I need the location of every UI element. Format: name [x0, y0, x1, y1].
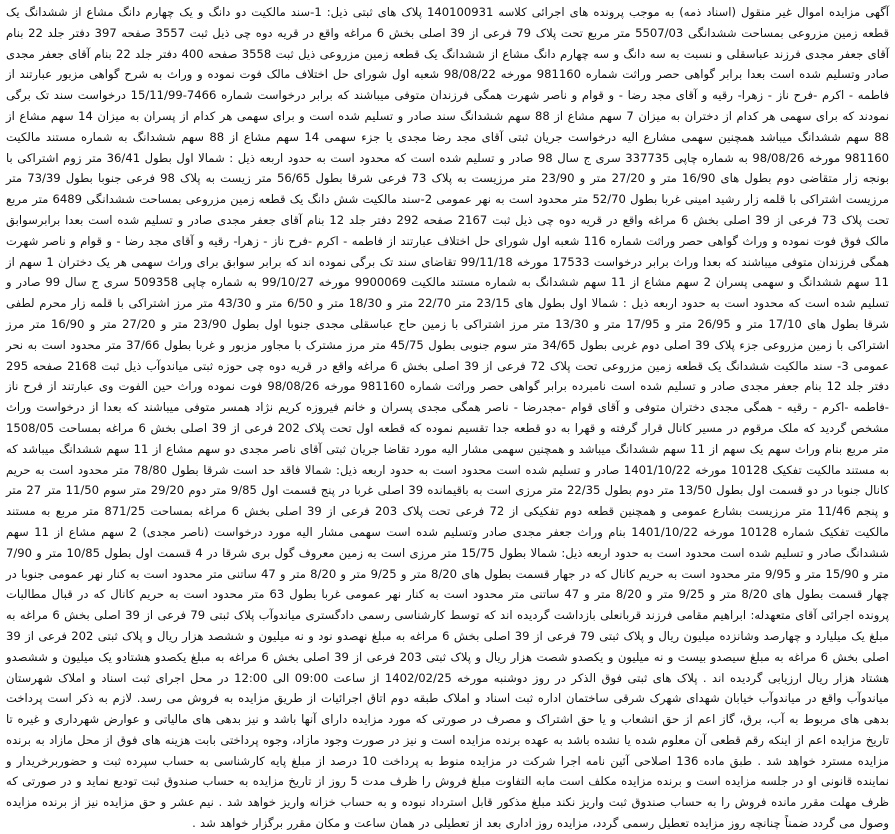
- auction-notice-text: آگهی مزایده اموال غیر منقول (اسناد ذمه) به موجب پرونده های اجرائی کلاسه 140100931 پلاک های ثبتی ذیل: 1-سند مالکیت دو دانگ و یک چهارم دانگ مشاع از ششدانگ یک قطعه زمین مزروعی بمساحت ششدانگی 5507/03 متر مربع تحت پلاک 79 فرعی از 39 اصلی بخش 6 مراغه واقع در قریه دوه چی ذیل ثبت 3557 صفحه 397 دفتر جلد 22 بنام آقای جعفر مجدی فرزند عباسقلی و نسبت به سه دانگ و سه چهارم دانگ مشاع از ششدانگ یک قطعه زمین مزروعی ذیل ثبت 3558 صفحه 400 دفتر جلد 22 بنام آقای جعفر مجدی صادر وتسلیم شده است بعدا برابر گواهی حصر وراثت شماره 981160 مورخه 98/08/22 شعبه اول شورای حل اختلاف مالک فوت نموده و وراث به شرح گواهی مزبور عبارتند از فاطمه - اکرم -فرح ناز - زهرا- رقیه و آقای مجد رضا - و قوام و ناصر شهرت همگی فرزندان متوفی میباشند که برابر درخواست شماره 7466-15/11/99 درخواست سند تک برگی نمودند که برای سهمی هر کدام از دختران به میزان 7 سهم مشاع از 88 سهم ششدانگ سند صادر و تسلیم شده است و برای سهمی هر کدام از پسران به میزان 14 سهم مشاع از 88 سهم ششدانگ میباشد همچنین سهمی مشارع الیه درخواست جریان ثبتی آقای مجد رضا مجدی یا جزء سهمی 14 سهم مشاع از 88 سهم ششدانگ به شماره مستند مالکیت 981160 مورخه 98/08/26 به شماره چاپی 337735 سری ج سال 98 صادر و تسلیم شده است که محدود است به حدود اربعه ذیل : شمالا اول بطول 36/41 متر زوم اشتراکی با بونجه زار متقاضی دوم بطول های 16/90 متر و 27/20 متر و 23/90 متر مرزیست به پلاک 73 فرعی شرقا بطول 56/65 متر زیست به پلاک 98 فرعی جنوبا بطول 73/39 متر مرزیست اشتراکی با قلمه زار رشید امینی غربا بطول 52/70 متر محدود است به نهر عمومی 2-سند مالکیت شش دانگ یک قطعه زمین مزروعی بمساحت ششدانگی 6489 متر مربع تحت پلاک 73 فرعی از 39 اصلی بخش 6 مراغه واقع در قریه دوه چی ذیل ثبت 2167 صفحه 292 دفتر جلد 12 بنام آقای جعفر مجدی صادر و تسلیم شده است بعدا برابرسوابق مالک فوق فوت نموده و وراث گواهی حصر وراثت شماره 116 شعبه اول شورای حل اختلاف عبارتند از فاطمه - اکرم -فرح ناز - زهرا- رقیه و آقای مجد رضا - و قوام و ناصر شهرت همگی فرزندان متوفی میباشند که بعدا وراث برابر درخواست 17533 مورخه 99/11/18 تقاضای سند تک برگی نموده اند که برابر سوابق برای وراث سهمی هر یک دختران 1 سهم از 11 سهم ششدانگ و سهمی پسران 2 سهم مشاع از 11 سهم ششدانگ به شماره مستند مالکیت 9900069 مورخه 99/10/27 به شماره چاپی 509358 سری ج سال 99 صادر و تسلیم شده است که محدود است به حدود اربعه ذیل : شمالا اول بطول های 23/15 متر 22/70 متر و 18/30 متر و 6/50 متر و 43/30 متر مرز اشتراکی با قلمه زار محرم لطفی شرقا بطول های 17/10 متر و 26/95 متر و 17/95 متر و 13/30 متر مرز اشتراکی با زمین حاج عباسقلی مجدی جنوبا اول بطول 23/90 متر و 27/20 متر و 16/90 متر مرز اشتراکی با زمین مزروعی جزء پلاک 39 اصلی دوم غربی بطول 34/65 متر سوم جنوبی بطول 45/75 متر مرز مشترک با مجاور مزبور و غربا بطول 37/66 متر محدود است به نحر عمومی 3- سند مالکیت ششدانگ یک قطعه زمین مزروعی تحت پلاک 72 فرعی از 39 اصلی بخش 6 مراغه واقع در قریه دوه چی حوزه ثبتی میاندوآب ذیل ثبت 2168 صفحه 295 دفتر جلد 12 بنام جعفر مجدی صادر و تسلیم شده است نامبرده برابر گواهی حصر وراثت شماره 981160 مورخه 98/08/26 فوت نموده وراث حین الفوت وی عبارتند از فرح ناز -فاطمه -اکرم - رقیه - همگی مجدی دختران متوفی و آقای قوام -مجدرضا - ناصر همگی مجدی پسران و خانم فیروزه کریم نژاد همسر متوفی میباشند که بعدا از درخواست وراث مشخص گردید که ملک مرقوم در مسیر کانال قرار گرفته و قهرا به دو قطعه جدا تقسیم نموده که قطعه اول تحت پلاک 202 فرعی از 39 اصلی بخش 6 مراغه بمساحت 1508/05 متر مربع بنام وراث سهم یک سهم از 11 سهم ششدانگ میباشد و همچنین سهمی مشار الیه مورد تقاضا جریان ثبتی آقای ناصر مجدی دو سهم مشاع از 11 سهم ششدانگ میباشد که به مستند مالکیت تفکیک 10128 مورخه 1401/10/22 صادر و تسلیم شده است محدود است به حدود اربعه ذیل: شمالا فاقد حد است شرقا بطول 78/80 متر محدود است به حریم کانال جنوبا در دو قسمت اول بطول 13/50 متر دوم بطول 22/35 متر مرزی است به باقیمانده 39 اصلی غربا در پنج قسمت اول 9/85 متر دوم 29/20 متر سوم 11/50 متر 27 متر و پنجم 11/46 متر مرزیست بشارع عمومی و همچنین قطعه دوم تفکیکی از 72 فرعی تحت پلاک 203 فرعی از 39 اصلی بخش 6 مراغه بمساحت 871/25 متر مربع به مستند مالکیت تفکیک شماره 10128 مورخه 1401/10/22 بنام وراث جعفر مجدی صادر وتسلیم شده است سهمی مشار الیه مورد درخواست (ناصر مجدی) 2 سهم مشاع از 11 سهم ششدانگ صادر و تسلیم شده است محدود است به حدود اربعه ذیل: شمالا بطول 15/75 متر مرزی است به زمین معروف گول بری شرقا در 4 قسمت اول بطول 10/85 متر و 7/90 متر و 15/90 متر و 9/95 متر محدود است به حریم کانال که در جهار قسمت بطول های 8/20 متر و 9/25 متر و 8/20 متر و 47 ساتنی متر محدود است به کنار نهر عمومی جنوبا در چهار قسمت بطول های 8/20 متر و 9/25 متر و 8/20 متر و 47 ساتنی متر محدود است به کنار نهر عمومی غربا بطول 63 متر محدود است به حریم کانال که در قبال مطالبات پرونده اجرائی آقای متعهدله: ابراهیم مقامی فرزند قربانعلی بازداشت گردیده اند که توسط کارشناسی رسمی دادگستری میاندوآب پلاک ثبتی 79 فرعی از 39 اصلی بخش 6 مراغه به مبلغ یک میلیارد و چهارصد وشانزده میلیون ریال و پلاک ثبتی 79 فرعی از 39 اصلی بخش 6 مراغه به مبلغ نهصدو نود و نه میلیون و ششصد هزار ریال و پلاک ثبتی 202 فرعی از 39 اصلی بخش 6 مراغه به مبلغ سیصدو بیست و نه میلیون و یکصدو شصت هزار ریال و پلاک ثبتی 203 فرعی از 39 اصلی بخش 6 مراغه به مبلغ یکصدو هشتادو یک میلیون و ششصدو هشتاد هزار ریال ارزیابی گردیده اند . پلاک های ثبتی فوق الذکر در روز دوشنبه مورخه 1402/02/25 از ساعت 09:00 الی 12:00 در محل اجرای ثبت اسناد و املاک شهرستان میاندوآب واقع در میاندوآب خیابان شهدای شهرک شرقی ساختمان اداره ثبت اسناد و املاک طبقه دوم اتاق اجرائیات از طریق مزایده به فروش می رسد. لازم به ذکر است پرداخت بدهی های مربوط به آب، برق، گاز اعم از حق انشعاب و یا حق اشتراک و مصرف در صورتی که مورد مزایده دارای آنها باشد و نیز بدهی های مالیاتی و عوارض شهرداری و غیره تا تاریخ مزایده اعم از اینکه رقم قطعی آن معلوم شده یا نشده باشد به عهده برنده مزایده است و نیز در صورت وجود مازاد، وجوه پرداختی بابت هزینه های فوق از محل مازاد به برنده مزایده مسترد خواهد شد . طبق ماده 136 اصلاحی آئین نامه اجرا شرکت در مزایده منوط به پرداخت 10 درصد از مبلغ پایه کارشناسی به حساب سپرده ثبت و حضوربرخریدار و نماینده قانونی او در جلسه مزایده است و برنده مزایده مکلف است مابه التفاوت مبلغ فروش را ظرف مدت 5 روز از تاریخ مزایده به حساب صندوق ثبت تودیع نماید و در صورتی که ظرف مهلت مقرر مانده فروش را به حساب صندوق ثبت واریز نکند مبلغ مذکور قابل استرداد نبوده و به حساب خزانه واریز خواهد شد . نیم عشر و حق مزایده نیز از برنده مزایده وصول می گردد ضمناً چنانچه روز مزایده تعطیل رسمی گردد، مزایده روز اداری بعد از تعطیلی در همان ساعت و مکان مقرر برگزار خواهد شد .: [6, 5, 890, 831]
